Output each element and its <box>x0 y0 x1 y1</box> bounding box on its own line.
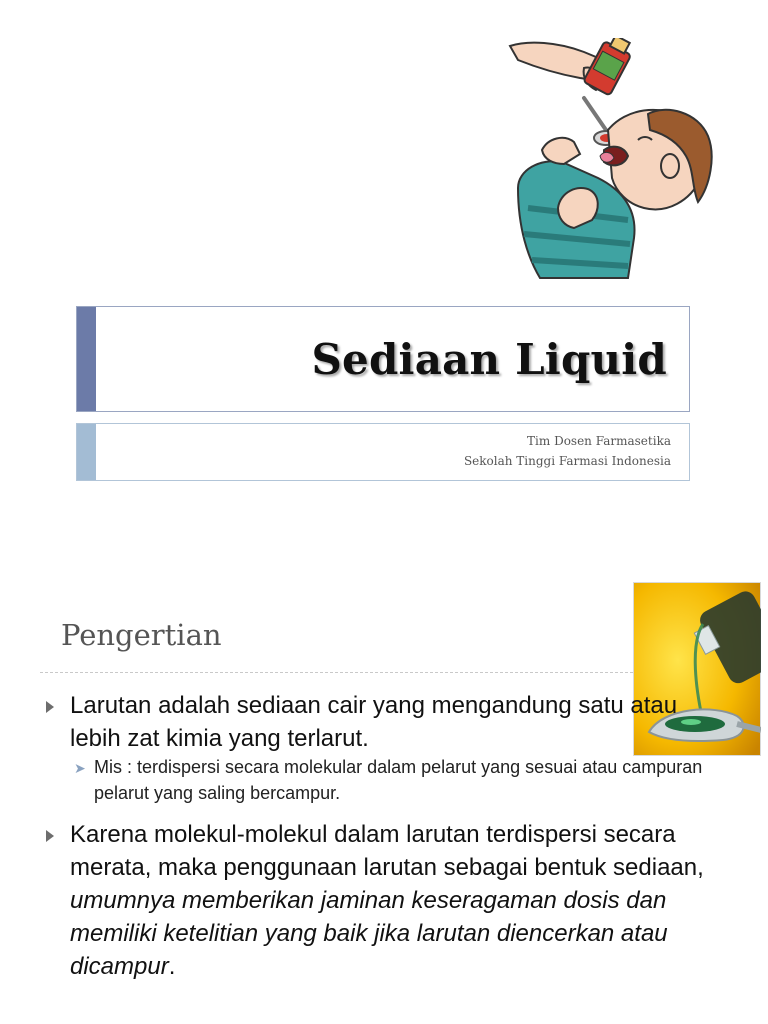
slide-title: Sediaan Liquid <box>311 335 667 384</box>
title-box <box>76 306 690 412</box>
section-heading: Pengertian <box>61 618 222 652</box>
bullet-text-italic: umumnya memberikan jaminan keseragaman dosis dan memiliki ketelitian yang baik jika larutan diencerkan atau dicampur <box>70 887 668 980</box>
bullet-advantage <box>46 818 726 983</box>
bullet-text: Larutan adalah sediaan cair yang mengandung satu atau lebih zat kimia yang terlarut. <box>70 692 678 752</box>
sub-bullet-arrow-icon: ➤ <box>74 760 86 776</box>
subtitle-accent-bar <box>77 424 96 480</box>
child-taking-medicine-clipart <box>488 38 718 288</box>
content-slide <box>0 545 768 1024</box>
title-accent-bar <box>77 307 96 411</box>
bullet-definition <box>46 689 686 755</box>
subtitle-text <box>464 431 671 471</box>
subtitle-box <box>76 423 690 481</box>
subtitle-line-2: Sekolah Tinggi Farmasi Indonesia <box>463 454 671 468</box>
bullet-text-normal: Karena molekul-molekul dalam larutan terdispersi secara merata, maka penggunaan larutan sebagai bentuk sediaan, <box>70 821 704 881</box>
sub-bullet-text: Mis : terdispersi secara molekular dalam pelarut yang sesuai atau campuran pelarut yang saling bercampur. <box>94 757 703 803</box>
heading-divider <box>40 672 728 673</box>
bullet-text-end: . <box>168 953 176 980</box>
bullet-triangle-icon <box>46 830 54 842</box>
bullet-text <box>70 818 726 983</box>
subtitle-line-1: Tim Dosen Farmasetika <box>527 434 671 448</box>
sub-bullet-example <box>74 754 724 806</box>
bullet-triangle-icon <box>46 701 54 713</box>
